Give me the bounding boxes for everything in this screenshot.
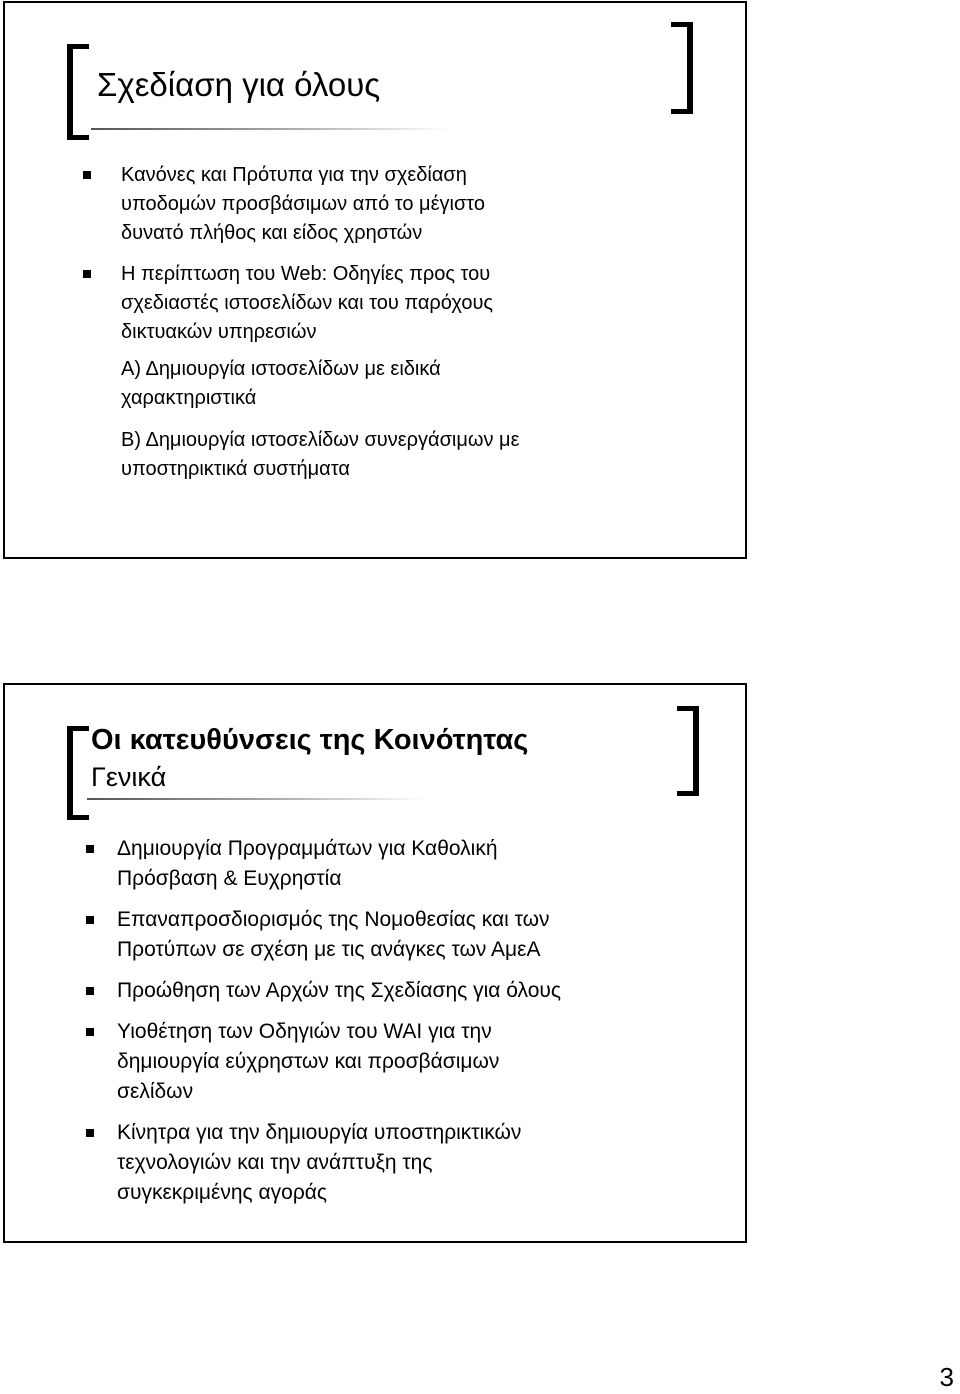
list-item: Δημιουργία Προγραμμάτων για Καθολική Πρόσβαση & Ευχρηστία [83, 834, 703, 894]
bullet-list [83, 834, 703, 1219]
square-bullet-icon [86, 845, 94, 853]
bullet-list [79, 161, 699, 497]
list-item: Υιοθέτηση των Οδηγιών του WAI για την δημιουργία εύχρηστων και προσβάσιμων σελίδων [83, 1017, 703, 1107]
slide-subtitle: Γενικά [91, 762, 167, 792]
list-item: Κανόνες και Πρότυπα για την σχεδίαση υποδομών προσβάσιμων από το μέγιστο δυνατό πλήθος και είδος χρηστών [79, 161, 699, 248]
list-item: Προώθηση των Αρχών της Σχεδίασης για όλους [83, 976, 703, 1006]
left-bracket-decoration [67, 726, 89, 820]
square-bullet-icon [83, 270, 91, 278]
sub-item: Β) Δημιουργία ιστοσελίδων συνεργάσιμων με υποστηρικτικά συστήματα [121, 429, 520, 480]
left-bracket-decoration [67, 44, 89, 140]
slide-2 [3, 683, 747, 1243]
square-bullet-icon [86, 987, 94, 995]
list-item: Κίνητρα για την δημιουργία υποστηρικτικών τεχνολογιών και την ανάπτυξη της συγκεκριμένης αγοράς [83, 1118, 703, 1208]
list-item: Επαναπροσδιορισμός της Νομοθεσίας και των Προτύπων σε σχέση με τις ανάγκες των ΑμεΑ [83, 905, 703, 965]
title-underline [87, 798, 427, 800]
right-bracket-decoration [671, 22, 693, 114]
square-bullet-icon [86, 1129, 94, 1137]
slide-title: Σχεδίαση για όλους [97, 66, 381, 103]
slide-1 [3, 1, 747, 559]
square-bullet-icon [86, 1028, 94, 1036]
list-item: Η περίπτωση του Web: Οδηγίες προς του σχεδιαστές ιστοσελίδων και του παρόχους δικτυακών υπηρεσιών [79, 260, 699, 347]
title-underline [91, 128, 451, 130]
slide-title: Οι κατευθύνσεις της Κοινότητας [91, 724, 529, 756]
square-bullet-icon [83, 171, 91, 179]
sub-item: Α) Δημιουργία ιστοσελίδων με ειδικά χαρακτηριστικά [121, 358, 441, 409]
page-number: 3 [939, 1362, 954, 1392]
right-bracket-decoration [677, 706, 699, 796]
square-bullet-icon [86, 916, 94, 924]
